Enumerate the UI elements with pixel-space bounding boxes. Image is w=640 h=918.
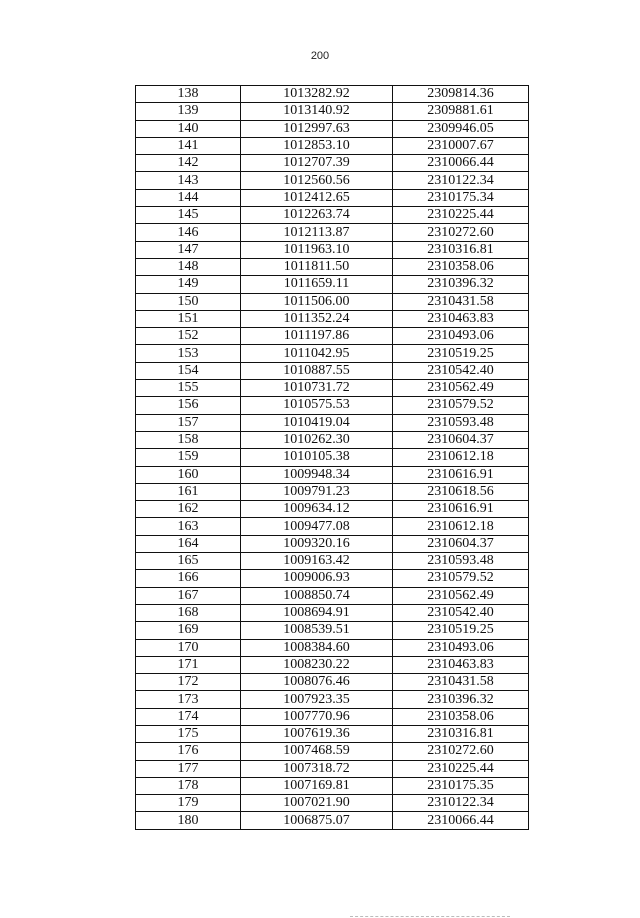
point-number-cell: 141 [136, 137, 241, 154]
x-coordinate-cell: 1011963.10 [241, 241, 393, 258]
table-row [136, 397, 529, 414]
table-row [136, 570, 529, 587]
point-number-cell: 152 [136, 328, 241, 345]
y-coordinate-cell: 2310616.91 [393, 466, 529, 483]
x-coordinate-cell: 1008076.46 [241, 674, 393, 691]
y-coordinate-cell: 2310066.44 [393, 812, 529, 829]
coordinate-table [135, 85, 529, 830]
table-row [136, 431, 529, 448]
y-coordinate-cell: 2310562.49 [393, 380, 529, 397]
x-coordinate-cell: 1010731.72 [241, 380, 393, 397]
y-coordinate-cell: 2310562.49 [393, 587, 529, 604]
point-number-cell: 166 [136, 570, 241, 587]
y-coordinate-cell: 2310122.34 [393, 172, 529, 189]
point-number-cell: 144 [136, 189, 241, 206]
point-number-cell: 163 [136, 518, 241, 535]
y-coordinate-cell: 2310396.32 [393, 276, 529, 293]
y-coordinate-cell: 2310316.81 [393, 241, 529, 258]
x-coordinate-cell: 1009477.08 [241, 518, 393, 535]
table-row [136, 207, 529, 224]
point-number-cell: 161 [136, 483, 241, 500]
table-row [136, 276, 529, 293]
point-number-cell: 138 [136, 86, 241, 103]
x-coordinate-cell: 1009320.16 [241, 535, 393, 552]
table-row [136, 708, 529, 725]
table-row [136, 241, 529, 258]
point-number-cell: 176 [136, 743, 241, 760]
x-coordinate-cell: 1007468.59 [241, 743, 393, 760]
y-coordinate-cell: 2310593.48 [393, 553, 529, 570]
y-coordinate-cell: 2310175.35 [393, 777, 529, 794]
table-row [136, 795, 529, 812]
point-number-cell: 153 [136, 345, 241, 362]
point-number-cell: 179 [136, 795, 241, 812]
y-coordinate-cell: 2309881.61 [393, 103, 529, 120]
table-row [136, 293, 529, 310]
y-coordinate-cell: 2310316.81 [393, 725, 529, 742]
table-row [136, 137, 529, 154]
table-row [136, 812, 529, 829]
x-coordinate-cell: 1009163.42 [241, 553, 393, 570]
table-row [136, 725, 529, 742]
x-coordinate-cell: 1009006.93 [241, 570, 393, 587]
x-coordinate-cell: 1011506.00 [241, 293, 393, 310]
x-coordinate-cell: 1006875.07 [241, 812, 393, 829]
point-number-cell: 154 [136, 362, 241, 379]
point-number-cell: 143 [136, 172, 241, 189]
table-row [136, 345, 529, 362]
table-body [136, 86, 529, 830]
table-row [136, 310, 529, 327]
point-number-cell: 155 [136, 380, 241, 397]
point-number-cell: 145 [136, 207, 241, 224]
y-coordinate-cell: 2310519.25 [393, 345, 529, 362]
x-coordinate-cell: 1010887.55 [241, 362, 393, 379]
x-coordinate-cell: 1007770.96 [241, 708, 393, 725]
point-number-cell: 167 [136, 587, 241, 604]
point-number-cell: 162 [136, 501, 241, 518]
table-row [136, 189, 529, 206]
y-coordinate-cell: 2310431.58 [393, 293, 529, 310]
x-coordinate-cell: 1012707.39 [241, 155, 393, 172]
x-coordinate-cell: 1007169.81 [241, 777, 393, 794]
y-coordinate-cell: 2310579.52 [393, 570, 529, 587]
y-coordinate-cell: 2310612.18 [393, 518, 529, 535]
table-row [136, 760, 529, 777]
y-coordinate-cell: 2310542.40 [393, 362, 529, 379]
y-coordinate-cell: 2310272.60 [393, 224, 529, 241]
point-number-cell: 169 [136, 622, 241, 639]
point-number-cell: 159 [136, 449, 241, 466]
point-number-cell: 165 [136, 553, 241, 570]
y-coordinate-cell: 2310007.67 [393, 137, 529, 154]
point-number-cell: 174 [136, 708, 241, 725]
table-row [136, 172, 529, 189]
y-coordinate-cell: 2310463.83 [393, 310, 529, 327]
y-coordinate-cell: 2310225.44 [393, 760, 529, 777]
x-coordinate-cell: 1007318.72 [241, 760, 393, 777]
x-coordinate-cell: 1012997.63 [241, 120, 393, 137]
point-number-cell: 170 [136, 639, 241, 656]
x-coordinate-cell: 1012412.65 [241, 189, 393, 206]
table-row [136, 380, 529, 397]
y-coordinate-cell: 2310519.25 [393, 622, 529, 639]
table-row [136, 691, 529, 708]
y-coordinate-cell: 2310604.37 [393, 431, 529, 448]
y-coordinate-cell: 2310358.06 [393, 258, 529, 275]
table-row [136, 224, 529, 241]
x-coordinate-cell: 1009791.23 [241, 483, 393, 500]
y-coordinate-cell: 2310612.18 [393, 449, 529, 466]
table-row [136, 656, 529, 673]
y-coordinate-cell: 2310396.32 [393, 691, 529, 708]
point-number-cell: 156 [136, 397, 241, 414]
table-row [136, 622, 529, 639]
x-coordinate-cell: 1012853.10 [241, 137, 393, 154]
table-row [136, 362, 529, 379]
table-row [136, 501, 529, 518]
point-number-cell: 140 [136, 120, 241, 137]
x-coordinate-cell: 1010105.38 [241, 449, 393, 466]
point-number-cell: 139 [136, 103, 241, 120]
table-row [136, 155, 529, 172]
y-coordinate-cell: 2310593.48 [393, 414, 529, 431]
table-row [136, 258, 529, 275]
x-coordinate-cell: 1011811.50 [241, 258, 393, 275]
table-row [136, 449, 529, 466]
point-number-cell: 175 [136, 725, 241, 742]
x-coordinate-cell: 1008539.51 [241, 622, 393, 639]
x-coordinate-cell: 1009948.34 [241, 466, 393, 483]
y-coordinate-cell: 2310358.06 [393, 708, 529, 725]
x-coordinate-cell: 1009634.12 [241, 501, 393, 518]
y-coordinate-cell: 2310579.52 [393, 397, 529, 414]
point-number-cell: 160 [136, 466, 241, 483]
x-coordinate-cell: 1012113.87 [241, 224, 393, 241]
point-number-cell: 142 [136, 155, 241, 172]
table-row [136, 743, 529, 760]
table-row [136, 587, 529, 604]
y-coordinate-cell: 2310542.40 [393, 604, 529, 621]
y-coordinate-cell: 2310272.60 [393, 743, 529, 760]
point-number-cell: 151 [136, 310, 241, 327]
point-number-cell: 150 [136, 293, 241, 310]
table-row [136, 328, 529, 345]
y-coordinate-cell: 2310225.44 [393, 207, 529, 224]
y-coordinate-cell: 2310616.91 [393, 501, 529, 518]
point-number-cell: 168 [136, 604, 241, 621]
page-number: 200 [310, 50, 330, 62]
y-coordinate-cell: 2310604.37 [393, 535, 529, 552]
x-coordinate-cell: 1008850.74 [241, 587, 393, 604]
point-number-cell: 147 [136, 241, 241, 258]
point-number-cell: 164 [136, 535, 241, 552]
point-number-cell: 158 [136, 431, 241, 448]
x-coordinate-cell: 1011352.24 [241, 310, 393, 327]
table-row [136, 535, 529, 552]
x-coordinate-cell: 1007021.90 [241, 795, 393, 812]
y-coordinate-cell: 2310066.44 [393, 155, 529, 172]
point-number-cell: 172 [136, 674, 241, 691]
point-number-cell: 157 [136, 414, 241, 431]
x-coordinate-cell: 1007619.36 [241, 725, 393, 742]
x-coordinate-cell: 1010262.30 [241, 431, 393, 448]
x-coordinate-cell: 1011042.95 [241, 345, 393, 362]
y-coordinate-cell: 2310493.06 [393, 328, 529, 345]
y-coordinate-cell: 2310493.06 [393, 639, 529, 656]
x-coordinate-cell: 1008230.22 [241, 656, 393, 673]
x-coordinate-cell: 1012263.74 [241, 207, 393, 224]
point-number-cell: 180 [136, 812, 241, 829]
x-coordinate-cell: 1008384.60 [241, 639, 393, 656]
x-coordinate-cell: 1008694.91 [241, 604, 393, 621]
x-coordinate-cell: 1011197.86 [241, 328, 393, 345]
y-coordinate-cell: 2310175.34 [393, 189, 529, 206]
point-number-cell: 178 [136, 777, 241, 794]
table-row [136, 103, 529, 120]
table-row [136, 86, 529, 103]
x-coordinate-cell: 1012560.56 [241, 172, 393, 189]
y-coordinate-cell: 2310463.83 [393, 656, 529, 673]
y-coordinate-cell: 2309814.36 [393, 86, 529, 103]
point-number-cell: 148 [136, 258, 241, 275]
table-row [136, 639, 529, 656]
x-coordinate-cell: 1013282.92 [241, 86, 393, 103]
table-row [136, 674, 529, 691]
x-coordinate-cell: 1010419.04 [241, 414, 393, 431]
point-number-cell: 149 [136, 276, 241, 293]
point-number-cell: 171 [136, 656, 241, 673]
point-number-cell: 173 [136, 691, 241, 708]
x-coordinate-cell: 1007923.35 [241, 691, 393, 708]
table-row [136, 466, 529, 483]
table-row [136, 120, 529, 137]
y-coordinate-cell: 2310122.34 [393, 795, 529, 812]
y-coordinate-cell: 2310431.58 [393, 674, 529, 691]
y-coordinate-cell: 2310618.56 [393, 483, 529, 500]
point-number-cell: 177 [136, 760, 241, 777]
point-number-cell: 146 [136, 224, 241, 241]
x-coordinate-cell: 1011659.11 [241, 276, 393, 293]
x-coordinate-cell: 1013140.92 [241, 103, 393, 120]
table-row [136, 414, 529, 431]
x-coordinate-cell: 1010575.53 [241, 397, 393, 414]
table-row [136, 518, 529, 535]
table-row [136, 553, 529, 570]
table-row [136, 483, 529, 500]
table-row [136, 777, 529, 794]
table-row [136, 604, 529, 621]
y-coordinate-cell: 2309946.05 [393, 120, 529, 137]
